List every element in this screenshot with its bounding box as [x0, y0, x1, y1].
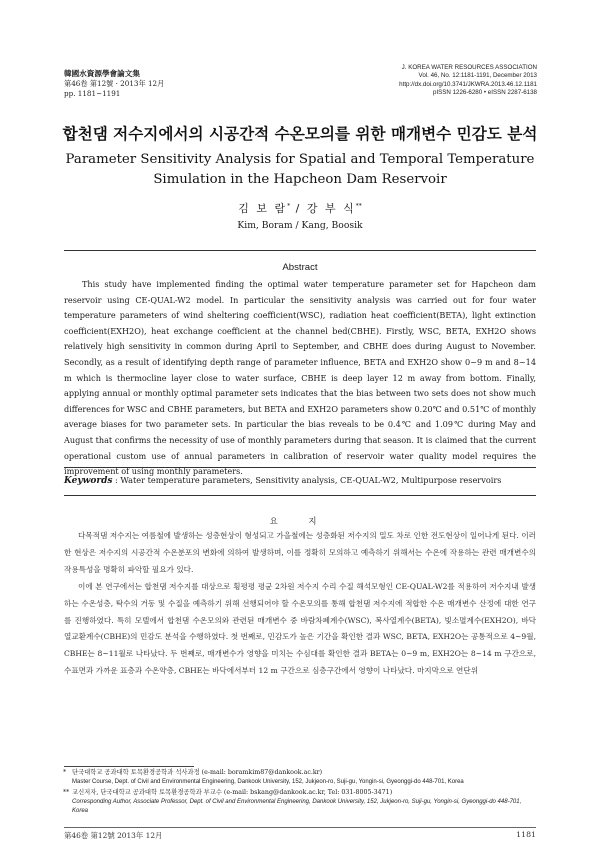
authors-korean — [0, 200, 600, 216]
keywords-bottom-rule — [64, 495, 536, 496]
authors-english: Kim, Boram / Kang, Boosik — [237, 220, 363, 231]
footnote-2-ko: 교신저자, 단국대학교 공과대학 토목환경공학과 부교수 (e-mail: bskang@dankook.ac.kr, Tel: 031-8005-3471) — [72, 789, 393, 796]
footnote-2-en: Corresponding Author, Associate Professor, Dept. of Civil and Environmental Engineering, Dankook University, 152, Jukjeon-ro, Suji-gu, Yongin-si, Gyeonggi-do 448-701, Korea — [72, 798, 522, 815]
abstract-top-rule — [64, 250, 536, 251]
footnote-2 — [63, 788, 536, 817]
footnote-1-en: Master Course, Dept. of Civil and Environmental Engineering, Dankook University, 152, Jukjeon-ro, Suji-gu, Yongin-si, Gyeonggi-do 448-701, Korea — [72, 778, 464, 785]
author-separator: / — [290, 202, 307, 215]
doi-link[interactable]: http://dx.doi.org/10.3741/JKWRA.2013.46.12.1181 — [399, 80, 537, 88]
footnote-1 — [63, 768, 536, 787]
footnote-1-mark: * — [63, 769, 67, 776]
title-english-line-2: Simulation in the Hapcheon Dam Reservoir — [153, 172, 447, 187]
abstract-body: This study have implemented finding the optimal water temperature parameter set for Hapcheon dam reservoir using CE-QUAL-W2 model. In particular the sensitivity analysis was carried out for four water temperature parameters of wind sheltering coefficient(WSC), radiation heat coefficient(BETA), light extinction coefficient(EXH2O), heat exchange coefficient at the channel bed(CBHE). Firstly, WSC, BETA, EXH2O shows relatively high sensitivity in common during April to September, and CBHE does during August to November. Secondly, as a result of identifying depth range of parameter influence, BETA and EXH2O show 0~9 m and 8~14 m which is thermocline layer close to water surface, CBHE is deep layer 12 m away from bottom. Finally, applying annual or monthly optimal parameter sets indicates that the bias between two sets does not show much differences for WSC and CBHE parameters, but BETA and EXH2O parameters show 0.20℃ and 0.51℃ of monthly average biases for two parameter sets. In particular the bias reveals to be 0.4℃ and 1.09℃ during May and August that confirms the necessity of use of monthly parameters during that season. It is claimed that the current operational custom use of annual parameters in calibration of reservoir water quality model requires the improvement of using monthly parameters. — [64, 279, 536, 477]
footnote-2-mark: ** — [63, 789, 70, 796]
abstract-bottom-rule — [64, 467, 536, 468]
footnote-rule — [64, 766, 194, 767]
author-2-mark: ** — [355, 202, 362, 210]
footer-issue: 第46卷 第12號 2013年 12月 — [64, 831, 163, 840]
issue-ko: 第46卷 第12號 · 2013年 12月 — [64, 79, 165, 88]
footnote-1-ko: 단국대학교 공과대학 토목환경공학과 석사과정 (e-mail: boramkim87@dankook.ac.kr) — [72, 769, 323, 776]
abstract-heading: Abstract — [282, 262, 318, 273]
page-number: 1181 — [516, 830, 536, 839]
journal-name-ko: 韓國水資源學會論文集 — [64, 69, 140, 78]
page-bottom-rule — [64, 827, 536, 828]
title-english — [60, 150, 540, 190]
keywords-text: : Water temperature parameters, Sensitivity analysis, CE-QUAL-W2, Multipurpose reservoirs — [112, 475, 502, 485]
page-range: pp. 1181~1191 — [64, 89, 121, 98]
journal-header-left — [64, 69, 164, 99]
title-korean: 합천댐 저수지에서의 시공간적 수온모의를 위한 매개변수 민감도 분석 — [62, 125, 538, 143]
volume-info: Vol. 46, No. 12:1181-1191, December 2013 — [418, 72, 537, 80]
author-1-ko: 김 보 람 — [238, 202, 288, 215]
author-2-ko: 강 부 식 — [306, 202, 356, 215]
summary-paragraph-1: 다목적댐 저수지는 여름철에 발생하는 성층현상이 형성되고 가을철에는 성층화된 저수지의 밀도 차로 인한 전도현상이 일어나게 된다. 이러한 현상은 저수지의 시공간적 수온분포의 변화에 의하여 발생하며, 이를 정확히 모의하고 예측하기 위해서는 수온에 작용하는 관련 매개변수의 작용특성을 명확히 파악할 필요가 있다. — [64, 531, 536, 574]
issn: pISSN 1226-6280 • eISSN 2287-6138 — [433, 89, 537, 97]
author-1-mark: * — [287, 202, 291, 210]
keywords-line — [64, 475, 536, 486]
summary-paragraph-2: 이에 본 연구에서는 합천댐 저수지를 대상으로 횡평평 평균 2차원 저수지 수리 수질 해석모형인 CE-QUAL-W2를 적용하여 저수지내 발생하는 수온성층, 탁수의 거동 및 수질을 예측하기 위해 선행되어야 할 수온모의를 통해 합천댐 저수지에 적합한 수온 매개변수 산정에 대한 연구를 진행하였다. 특히 모델에서 합천댐 수온모의와 관련된 매개변수 중 바람차폐계수(WSC), 복사열계수(BETA), 빛소멸계수(EXH2O), 바닥 열교환계수(CBHE)의 민감도 분석을 수행하였다. 첫 번째로, 민감도가 높은 기간을 확인한 결과 WSC, BETA, EXH2O는 공통적으로 4~9월, CBHE는 8~11월로 나타났다. 두 번째로, 매개변수가 영향을 미치는 수심대를 확인한 결과 BETA는 0~9 m, EXH2O는 8~14 m 구간으로, 수표면과 가까운 표층과 수온약층, CBHE는 바닥에서부터 12 m 구간으로 심층구간에서 영향이 나타났다. 마지막으로 연단위 — [64, 582, 536, 675]
journal-header-right — [307, 64, 537, 98]
journal-name-en: J. KOREA WATER RESOURCES ASSOCIATION — [401, 64, 537, 71]
title-english-line-1: Parameter Sensitivity Analysis for Spatial and Temporal Temperature — [65, 152, 535, 167]
summary-heading: 요 지 — [269, 516, 331, 526]
keywords-label: Keywords — [64, 476, 113, 486]
